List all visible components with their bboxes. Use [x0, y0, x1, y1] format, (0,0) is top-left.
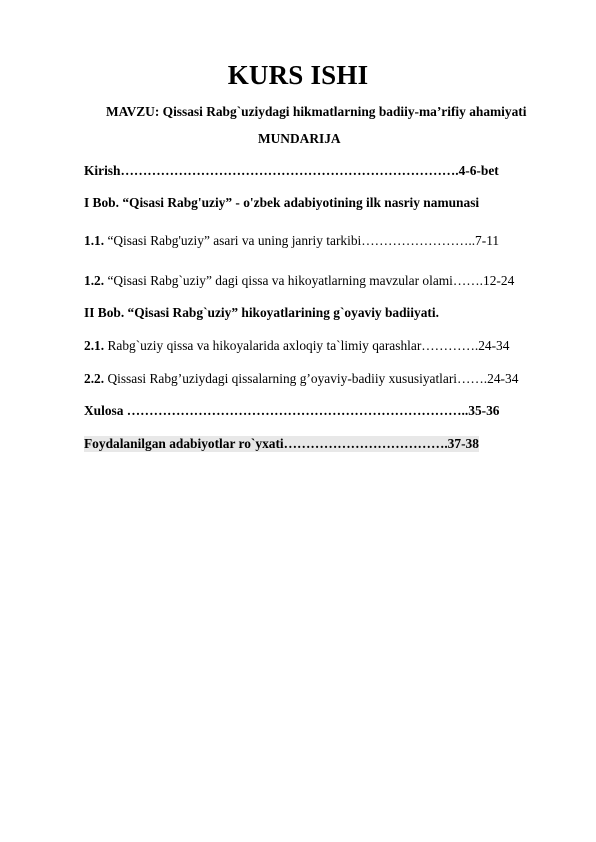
- toc-entry-conclusion: Xulosa …………………………………………………………………..35-36: [84, 403, 500, 418]
- toc-entry-2-1-number: 2.1.: [84, 338, 105, 353]
- toc-entry-2-2-text: Qissasi Rabg’uziydagi qissalarning g’oyaviy-badiiy xususiyatlari…….24-34: [104, 371, 519, 386]
- toc-entry-chapter-2: II Bob. “Qisasi Rabg`uziy” hikoyatlarining g`oyaviy badiiyati.: [84, 305, 439, 320]
- toc-entry-1-1: [84, 233, 499, 249]
- toc-entry-intro: Kirish………………………………………………………………….4-6-bet: [84, 163, 499, 178]
- document-title: KURS ISHI: [227, 60, 369, 90]
- toc-entry-1-2-number: 1.2.: [84, 273, 105, 288]
- toc-entry-2-1: [84, 338, 509, 354]
- document-topic: MAVZU: Qissasi Rabg`uziydagi hikmatlarning badiiy-ma’rifiy ahamiyati: [106, 104, 527, 119]
- toc-entry-1-1-text: “Qisasi Rabg'uziy” asari va uning janriy tarkibi……………………..7-11: [104, 233, 500, 248]
- toc-entry-2-2-number: 2.2.: [84, 371, 105, 386]
- toc-entry-1-2-text: “Qisasi Rabg`uziy” dagi qissa va hikoyatlarning mavzular olami…….12-24: [104, 273, 515, 288]
- toc-entry-2-2: [84, 371, 518, 387]
- toc-entry-chapter-1: I Bob. “Qisasi Rabg'uziy” - o'zbek adabiyotining ilk nasriy namunasi: [84, 195, 480, 210]
- toc-entry-1-1-number: 1.1.: [84, 233, 105, 248]
- toc-entry-references: Foydalanilgan adabiyotlar ro`yxati……………………………….37-38: [84, 436, 479, 451]
- contents-heading: MUNDARIJA: [258, 131, 341, 146]
- toc-entry-2-1-text: Rabg`uziy qissa va hikoyalarida axloqiy ta`limiy qarashlar………….24-34: [104, 338, 510, 353]
- toc-entry-1-2: [84, 273, 514, 289]
